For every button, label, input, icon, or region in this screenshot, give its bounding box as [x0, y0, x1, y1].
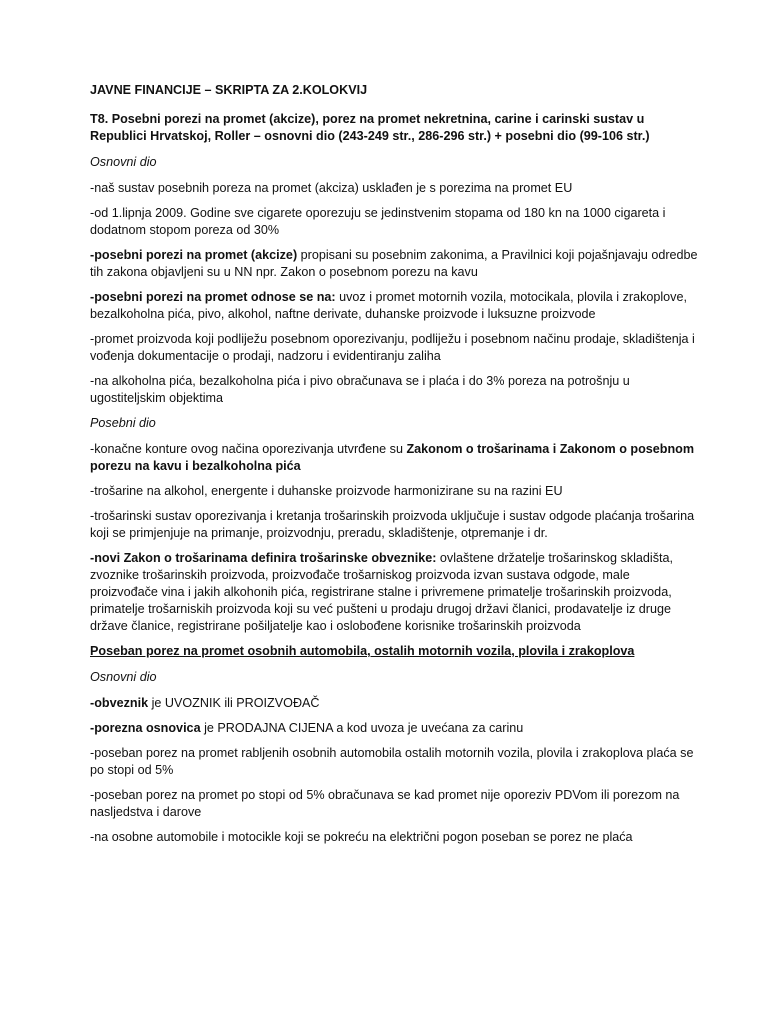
bold-phrase: Zakonom o trošarinama i Zakonom o posebnom porezu na kavu i bezalkoholna pića [90, 442, 695, 473]
paragraph [90, 695, 698, 712]
bold-lead: -posebni porezi na promet (akcize) [90, 248, 298, 262]
paragraph-text: je UVOZNIK ili PROIZVOĐAČ [148, 696, 320, 710]
bold-lead: -porezna osnovica [90, 721, 201, 735]
bold-lead: -posebni porezi na promet odnose se na: [90, 290, 336, 304]
paragraph: -trošarine na alkohol, energente i duhanske proizvode harmonizirane su na razini EU [90, 484, 563, 498]
paragraph: -poseban porez na promet rabljenih osobnih automobila ostalih motornih vozila, plovila i zrakoplova plaća se po stopi od 5% [90, 746, 694, 777]
paragraph [90, 289, 698, 323]
paragraph-text: propisani su posebnim zakonima, a Pravilnici koji pojašnjavaju odredbe tih zakona objavljeni su u NN npr. Zakon o posebnom porezu na kavu [90, 248, 698, 279]
topic-heading: T8. Posebni porezi na promet (akcize), porez na promet nekretnina, carine i carinski sustav u Republici Hrvatskoj, Roller – osnovni dio (243-249 str., 286-296 str.) + posebni dio (99-106 str.) [90, 112, 650, 143]
section-heading-vehicles: Poseban porez na promet osobnih automobila, ostalih motornih vozila, plovila i zrakoplova [90, 644, 635, 658]
paragraph [90, 550, 698, 635]
section-label-osnovni-2: Osnovni dio [90, 670, 157, 684]
paragraph: -poseban porez na promet po stopi od 5% obračunava se kad promet nije oporeziv PDVom ili porezom na nasljedstva i darove [90, 788, 680, 819]
paragraph: -promet proizvoda koji podliježu posebnom oporezivanju, podliježu i posebnom načinu prodaje, skladištenja i vođenja dokumentacije o prodaji, nadzoru i evidentiranju zaliha [90, 332, 695, 363]
paragraph-text: je PRODAJNA CIJENA a kod uvoza je uvećana za carinu [200, 721, 524, 735]
paragraph-text: -konačne konture ovog načina oporezivanja utvrđene su [90, 442, 407, 456]
paragraph: -trošarinski sustav oporezivanja i kretanja trošarinskih proizvoda uključuje i sustav odgode plaćanja trošarina koji se primjenjuje na primanje, proizvodnju, preradu, skladištenje, otpremanje i dr. [90, 509, 695, 540]
paragraph [90, 247, 698, 281]
document-title: JAVNE FINANCIJE – SKRIPTA ZA 2.KOLOKVIJ [90, 83, 368, 97]
section-label-osnovni: Osnovni dio [90, 155, 157, 169]
section-label-posebni: Posebni dio [90, 416, 156, 430]
paragraph-text: uvoz i promet motornih vozila, motocikala, plovila i zrakoplove, bezalkoholna pića, pivo, alkohol, naftne derivate, duhanske proizvode i luksuzne proizvode [90, 290, 687, 321]
paragraph [90, 720, 698, 737]
paragraph: -na alkoholna pića, bezalkoholna pića i pivo obračunava se i plaća i do 3% poreza na potrošnju u ugostiteljskim objektima [90, 374, 630, 405]
paragraph [90, 441, 698, 475]
paragraph-text: ovlaštene držatelje trošarinskog skladišta, zvoznike trošarinskih proizvoda, proizvođače trošarniskog proizvoda izvan sustava odgode, male proizvođače vina i jakih alkohonih pića, registrirane stalne i privremene primatelje trošarinskih proizvoda, primatelje trošarniskih proizvoda koji su već pušteni u prodaju drugoj državi članici, prodavatelje iz druge države članice, registrirane pošiljatelje kao i oslobođene korisnike trošarinskih proizvoda [90, 551, 674, 633]
paragraph: -od 1.lipnja 2009. Godine sve cigarete oporezuju se jedinstvenim stopama od 180 kn na 1000 cigareta i dodatnom stopom poreza od 30% [90, 206, 666, 237]
bold-lead: -novi Zakon o trošarinama definira trošarinske obveznike: [90, 551, 437, 565]
paragraph: -naš sustav posebnih poreza na promet (akciza) usklađen je s porezima na promet EU [90, 181, 573, 195]
bold-lead: -obveznik [90, 696, 149, 710]
paragraph: -na osobne automobile i motocikle koji se pokreću na električni pogon poseban se porez ne plaća [90, 830, 633, 844]
